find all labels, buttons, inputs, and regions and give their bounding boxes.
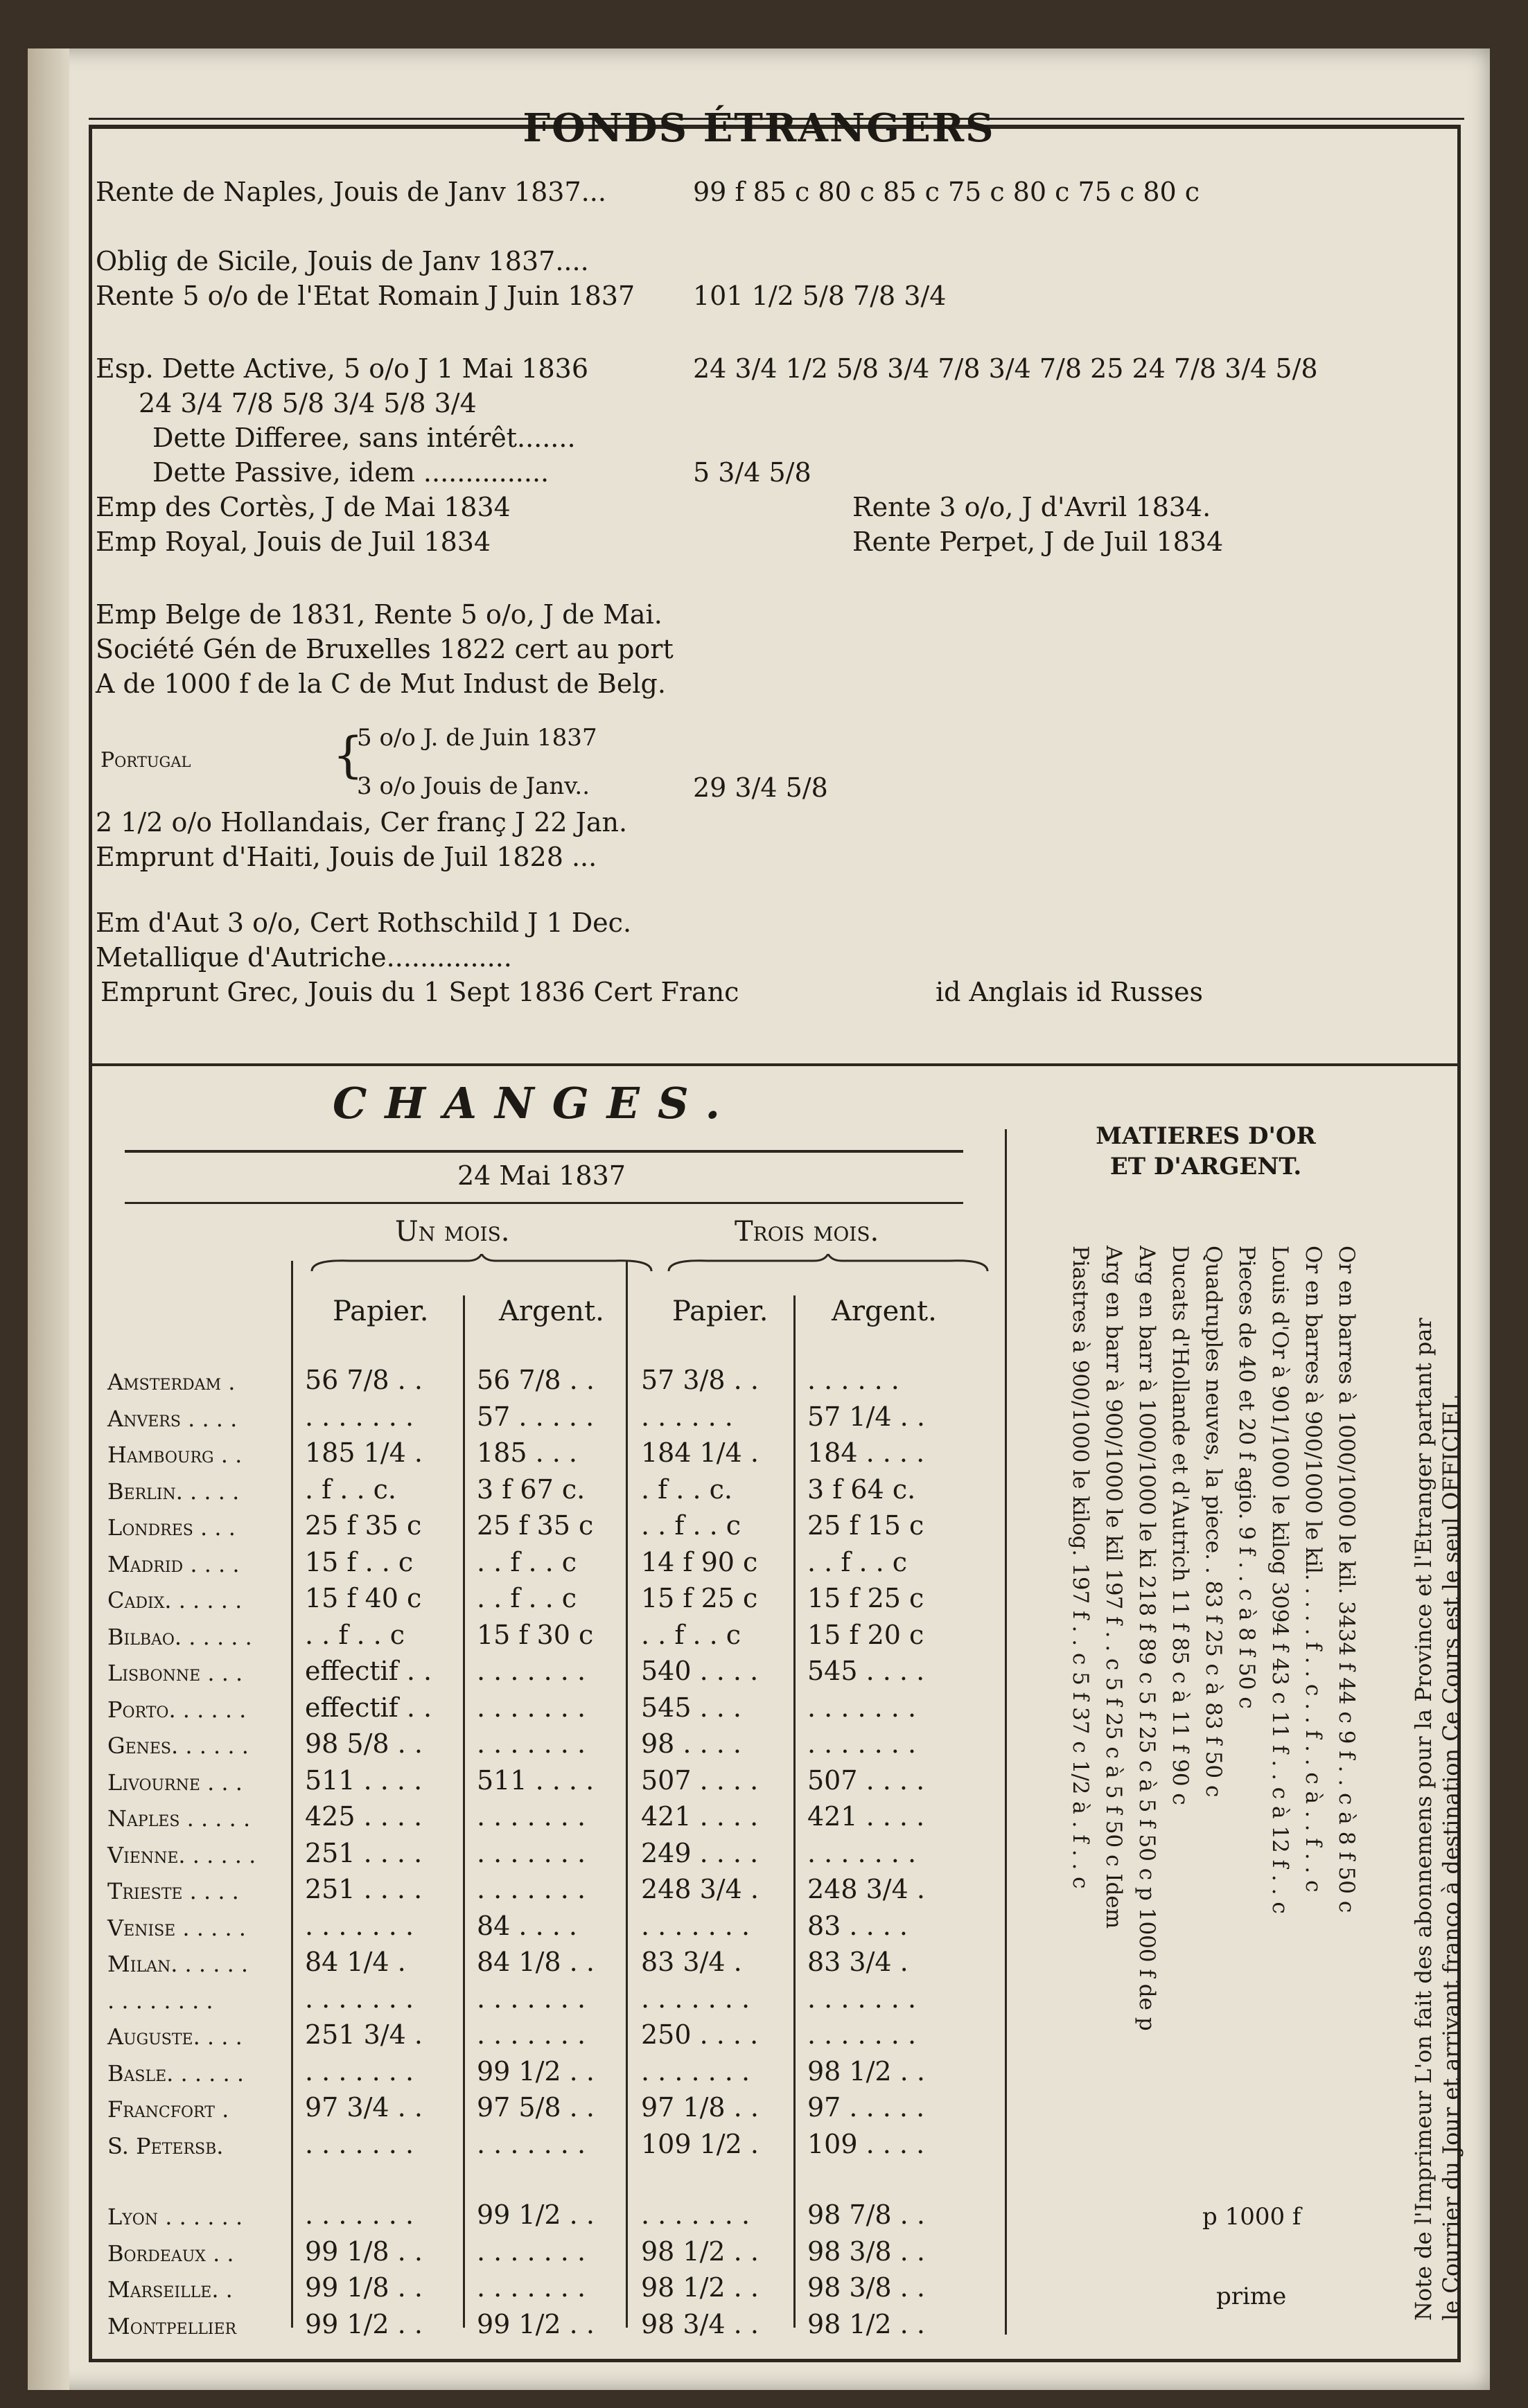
rate-cell: . . . . . . . <box>477 1983 586 2014</box>
rate-cell: effectif . . <box>305 1656 432 1686</box>
matiere-line: Or en barres à 1000/1000 le kil. 3434 f 44 c 9 f . . c à 8 f 50 c <box>1334 1246 1359 1913</box>
matiere-line: Louis d'Or à 901/1000 le kilog 3094 f 43 c 11 f . . c à 12 f . . c <box>1267 1246 1292 1914</box>
rate-cell: 57 . . . . . <box>477 1401 595 1432</box>
rate-cell: 99 1/8 . . <box>305 2272 423 2303</box>
fonds-row-label: Emprunt d'Haiti, Jouis de Juil 1828 ... <box>96 842 597 872</box>
fonds-row-label: Metallique d'Autriche............... <box>96 942 512 973</box>
fonds-row-value: 99 f 85 c 80 c 85 c 75 c 80 c 75 c 80 c <box>693 177 1200 207</box>
rate-cell: . f . . c. <box>641 1473 732 1505</box>
rate-cell: 511 . . . . <box>477 1764 595 1796</box>
city-label: Auguste. . . . <box>107 2024 243 2050</box>
rate-cell: 25 f 15 c <box>807 1510 924 1541</box>
city-label: Milan. . . . . . <box>107 1951 249 1977</box>
rate-cell: 98 1/2 . . <box>807 2308 925 2339</box>
rate-cell: 249 . . . . <box>641 1837 759 1868</box>
fonds-row-value: id Anglais id Russes <box>936 977 1203 1007</box>
rate-cell: . . . . . . . <box>305 2055 414 2087</box>
fonds-row-label: 5 o/o J. de Juin 1837 <box>357 724 597 752</box>
fonds-row-label: Oblig de Sicile, Jouis de Janv 1837.... <box>96 246 589 276</box>
rate-cell: 98 3/4 . . <box>641 2308 759 2339</box>
rate-cell: 545 . . . <box>641 1692 742 1723</box>
rate-cell: . . . . . . . <box>641 1983 750 2014</box>
col-papier-un: Papier. <box>333 1295 429 1327</box>
rate-cell: 248 3/4 . <box>807 1874 925 1904</box>
rate-cell: 14 f 90 c <box>641 1546 758 1577</box>
rate-cell: effectif . . <box>305 1692 432 1723</box>
rate-cell: 84 1/8 . . <box>477 1947 595 1977</box>
fonds-row-label: Emprunt Grec, Jouis du 1 Sept 1836 Cert Franc <box>100 977 739 1007</box>
city-label: Cadix. . . . . . <box>107 1587 243 1613</box>
rate-cell: 15 f . . c <box>305 1546 414 1577</box>
rate-cell: 185 . . . <box>477 1437 578 1468</box>
rate-cell: 99 1/2 . . <box>477 2199 595 2230</box>
fonds-row-value: Rente Perpet, J de Juil 1834 <box>852 526 1224 557</box>
col-argent-trois: Argent. <box>832 1295 937 1327</box>
rate-cell: . . . . . . . <box>807 1983 917 2014</box>
city-label: Bilbao. . . . . . <box>107 1623 252 1650</box>
city-label: Anvers . . . . <box>107 1405 238 1432</box>
rate-cell: 57 3/8 . . <box>641 1365 759 1395</box>
rate-cell: . . . . . . . <box>477 2128 586 2159</box>
city-label: Lyon . . . . . . <box>107 2204 243 2230</box>
rate-cell: 98 5/8 . . <box>305 1728 423 1759</box>
rate-cell: . . . . . . . <box>477 2019 586 2050</box>
rate-cell: 507 . . . . <box>807 1764 925 1796</box>
city-label: Livourne . . . <box>107 1769 243 1796</box>
changes-title: CHANGES. <box>333 1078 739 1128</box>
p1000-label: p 1000 f <box>1202 2203 1301 2231</box>
rate-cell: . . . . . . . <box>305 1910 414 1941</box>
rate-cell: . . . . . . . <box>477 1656 586 1686</box>
col-rule-2 <box>463 1295 465 2328</box>
rate-cell: . . . . . . . <box>305 1983 414 2014</box>
fonds-row-label: Em d'Aut 3 o/o, Cert Rothschild J 1 Dec. <box>96 908 632 938</box>
fonds-row-value: 29 3/4 5/8 <box>693 772 828 803</box>
portugal-brace: { <box>333 727 364 784</box>
col-papier-trois: Papier. <box>672 1295 769 1327</box>
rate-cell: 251 3/4 . <box>305 2019 423 2050</box>
city-label: Londres . . . <box>107 1514 236 1541</box>
matiere-line: Arg en barr à 1000/1000 le ki 218 f 89 c 5 f 25 c à 5 f 50 c p 1000 f de p <box>1134 1246 1159 2031</box>
rate-cell: 15 f 20 c <box>807 1619 924 1650</box>
fonds-row-label: Rente de Naples, Jouis de Janv 1837... <box>96 177 606 207</box>
rate-cell: 57 1/4 . . <box>807 1401 925 1432</box>
rate-cell: 98 3/8 . . <box>807 2236 925 2267</box>
rate-cell: . . . . . . . <box>641 2199 750 2230</box>
rate-cell: . . f . . c <box>477 1546 577 1577</box>
rate-cell: 421 . . . . <box>641 1801 759 1832</box>
rate-cell: 98 . . . . <box>641 1728 741 1759</box>
fonds-row-value: 24 3/4 1/2 5/8 3/4 7/8 3/4 7/8 25 24 7/8 3/4 5/8 <box>693 353 1318 384</box>
rate-cell: 425 . . . . <box>305 1801 423 1832</box>
matiere-line: Piastres à 900/1000 le kilog. 197 f . . c 5 f 37 c 1/2 à . f . . c <box>1068 1246 1093 1889</box>
brace-trois-mois <box>665 1254 991 1275</box>
rate-cell: 98 1/2 . . <box>807 2055 925 2087</box>
rate-cell: . . . . . . . <box>641 1910 750 1941</box>
rate-cell: . . . . . . . <box>477 1728 586 1759</box>
fonds-row-label: Portugal <box>100 748 191 772</box>
rate-cell: 109 . . . . <box>807 2128 925 2159</box>
fonds-row-label: 24 3/4 7/8 5/8 3/4 5/8 3/4 <box>139 388 477 418</box>
rate-cell: 99 1/2 . . <box>477 2308 595 2339</box>
rate-cell: 84 1/4 . <box>305 1947 406 1977</box>
rate-cell: . . . . . . . <box>807 1837 917 1868</box>
col-rule-1 <box>291 1261 293 2328</box>
rate-cell: . . . . . . . <box>305 2199 414 2230</box>
rate-cell: 511 . . . . <box>305 1764 423 1796</box>
rate-cell: . . f . . c <box>807 1546 908 1577</box>
city-label: . . . . . . . . <box>107 1987 213 2014</box>
prime-label: prime <box>1216 2283 1287 2310</box>
matieres-title <box>1026 1121 1386 1182</box>
rate-cell: 545 . . . . <box>807 1656 925 1686</box>
city-label: S. Petersb. <box>107 2132 224 2159</box>
city-label: Venise . . . . . <box>107 1914 246 1941</box>
changes-date: 24 Mai 1837 <box>457 1160 626 1191</box>
rate-cell: . . . . . . . <box>305 2128 414 2159</box>
rate-cell: 184 1/4 . <box>641 1437 759 1468</box>
fonds-row-label: Rente 5 o/o de l'Etat Romain J Juin 1837 <box>96 281 635 311</box>
binding-spine <box>28 48 69 2390</box>
city-label: Amsterdam . <box>107 1369 236 1395</box>
fonds-row-value: 101 1/2 5/8 7/8 3/4 <box>693 281 947 311</box>
city-label: Vienne. . . . . . <box>107 1841 256 1868</box>
rate-cell: 97 5/8 . . <box>477 2092 595 2123</box>
rate-cell: 421 . . . . <box>807 1801 925 1832</box>
rate-cell: . . . . . . . <box>807 2019 917 2050</box>
rate-cell: 15 f 40 c <box>305 1583 422 1613</box>
rate-cell: . . . . . . . <box>477 1874 586 1904</box>
matiere-line: Arg en barr à 900/1000 le kil 197 f . . c 5 f 25 c à 5 f 50 c Idem <box>1101 1246 1126 1929</box>
rate-cell: . . . . . . . <box>305 1401 414 1432</box>
fonds-row-label: Société Gén de Bruxelles 1822 cert au port <box>96 634 674 664</box>
rate-cell: . . f . . c <box>305 1619 405 1650</box>
rate-cell: 15 f 30 c <box>477 1619 594 1650</box>
rate-cell: 184 . . . . <box>807 1437 925 1468</box>
city-label: Basle. . . . . . <box>107 2060 245 2087</box>
city-label: Montpellier <box>107 2312 237 2339</box>
rate-cell: . . . . . . <box>641 1401 733 1432</box>
matiere-line: Quadruples neuves, la piece. . 83 f 25 c à 83 f 50 c <box>1201 1246 1226 1798</box>
rate-cell: 83 3/4 . <box>807 1947 908 1977</box>
rate-cell: 3 f 67 c. <box>477 1473 586 1505</box>
city-label: Berlin. . . . . <box>107 1478 240 1505</box>
city-label: Bordeaux . . <box>107 2240 234 2267</box>
city-label: Hambourg . . <box>107 1442 243 1468</box>
matiere-line: Or en barres à 900/1000 le kil. . . . . f . . c . . f . . c à . . f . . c <box>1301 1246 1326 1893</box>
rate-cell: . . . . . . <box>807 1365 899 1395</box>
fonds-row-label: Emp Royal, Jouis de Juil 1834 <box>96 526 491 557</box>
rate-cell: . . . . . . . <box>477 1801 586 1832</box>
rate-cell: 507 . . . . <box>641 1764 759 1796</box>
col-rule-3 <box>626 1261 628 2328</box>
date-rule-bottom <box>125 1202 963 1204</box>
fonds-row-label: Dette Passive, idem ............... <box>152 457 550 488</box>
group-trois-mois: Trois mois. <box>735 1216 879 1248</box>
rate-cell: . . . . . . . <box>477 2236 586 2267</box>
rate-cell: . . . . . . . <box>477 1837 586 1868</box>
rate-cell: 83 . . . . <box>807 1910 908 1941</box>
fonds-row-value: 5 3/4 5/8 <box>693 457 811 488</box>
rate-cell: . . . . . . . <box>477 1692 586 1723</box>
group-un-mois: Un mois. <box>395 1216 510 1248</box>
rate-cell: 99 1/8 . . <box>305 2236 423 2267</box>
matiere-line: Pieces de 40 et 20 f agio. 9 f . . c à 8 f 50 c <box>1234 1246 1259 1709</box>
rate-cell: 3 f 64 c. <box>807 1473 916 1505</box>
rate-cell: 98 7/8 . . <box>807 2199 925 2230</box>
rate-cell: 250 . . . . <box>641 2019 759 2050</box>
matieres-title-line1: MATIERES D'OR <box>1096 1122 1316 1150</box>
rate-cell: 248 3/4 . <box>641 1874 759 1904</box>
rate-cell: 251 . . . . <box>305 1874 423 1904</box>
rate-cell: 15 f 25 c <box>641 1583 758 1613</box>
rate-cell: 84 . . . . <box>477 1910 577 1941</box>
note-line-2: le Courrier du Jour et arrivant franco à destination Ce Cours est le seul OFFICIEL <box>1438 1395 1464 2321</box>
note-line-1: Note de l'Imprimeur L'on fait des abonnemens pour la Province et l'Etranger partant par <box>1410 1318 1437 2321</box>
col-argent-un: Argent. <box>499 1295 604 1327</box>
rate-cell: 98 1/2 . . <box>641 2272 759 2303</box>
city-label: Naples . . . . . <box>107 1805 251 1832</box>
rate-cell: 251 . . . . <box>305 1837 423 1868</box>
rate-cell: 98 1/2 . . <box>641 2236 759 2267</box>
rate-cell: . f . . c. <box>305 1473 396 1505</box>
rate-cell: 56 7/8 . . <box>305 1365 423 1395</box>
date-rule-top <box>125 1150 963 1153</box>
fonds-row-label: 2 1/2 o/o Hollandais, Cer franç J 22 Jan. <box>96 807 628 838</box>
city-label: Madrid . . . . <box>107 1550 240 1577</box>
rate-cell: 99 1/2 . . <box>477 2055 595 2087</box>
rate-cell: 99 1/2 . . <box>305 2308 423 2339</box>
rate-cell: 56 7/8 . . <box>477 1365 595 1395</box>
matieres-divider <box>1005 1129 1007 2335</box>
fonds-row-label: Esp. Dette Active, 5 o/o J 1 Mai 1836 <box>96 353 589 384</box>
matiere-line: Ducats d'Hollande et d'Autrich 11 f 85 c à 11 f 90 c <box>1168 1246 1193 1805</box>
city-label: Genes. . . . . . <box>107 1733 249 1759</box>
city-label: Trieste . . . . <box>107 1878 239 1904</box>
city-label: Porto. . . . . . <box>107 1696 247 1723</box>
rate-cell: 540 . . . . <box>641 1656 759 1686</box>
rate-cell: 97 . . . . . <box>807 2092 925 2123</box>
rate-cell: . . . . . . . <box>807 1728 917 1759</box>
matieres-title-line2: ET D'ARGENT. <box>1109 1153 1302 1180</box>
fonds-row-label: A de 1000 f de la C de Mut Indust de Belg. <box>96 669 666 699</box>
rate-cell: . . . . . . . <box>807 1692 917 1723</box>
rate-cell: 185 1/4 . <box>305 1437 423 1468</box>
city-label: Lisbonne . . . <box>107 1660 243 1686</box>
rate-cell: 25 f 35 c <box>477 1510 594 1541</box>
fonds-row-label: Emp des Cortès, J de Mai 1834 <box>96 492 511 522</box>
rate-cell: 83 3/4 . <box>641 1947 742 1977</box>
newspaper-page <box>28 48 1490 2390</box>
rate-cell: . . f . . c <box>641 1510 741 1541</box>
rate-cell: 97 3/4 . . <box>305 2092 423 2123</box>
fonds-row-value: Rente 3 o/o, J d'Avril 1834. <box>852 492 1211 522</box>
fonds-row-label: Dette Differee, sans intérêt....... <box>152 423 576 453</box>
rate-cell: 25 f 35 c <box>305 1510 422 1541</box>
rate-cell: 97 1/8 . . <box>641 2092 759 2123</box>
fonds-title: FONDS ÉTRANGERS <box>522 105 995 151</box>
rate-cell: . . . . . . . <box>477 2272 586 2303</box>
fonds-row-label: 3 o/o Jouis de Janv.. <box>357 772 590 800</box>
rate-cell: 98 3/8 . . <box>807 2272 925 2303</box>
rate-cell: 15 f 25 c <box>807 1583 924 1613</box>
brace-un-mois <box>308 1254 655 1275</box>
city-label: Marseille. . <box>107 2276 233 2303</box>
fonds-row-label: Emp Belge de 1831, Rente 5 o/o, J de Mai. <box>96 599 662 630</box>
section-divider <box>89 1063 1461 1066</box>
rate-cell: . . . . . . . <box>641 2055 750 2087</box>
col-rule-4 <box>793 1295 796 2328</box>
rate-cell: . . f . . c <box>477 1583 577 1613</box>
city-label: Francfort . <box>107 2096 229 2123</box>
rate-cell: 109 1/2 . <box>641 2128 759 2159</box>
rate-cell: . . f . . c <box>641 1619 741 1650</box>
